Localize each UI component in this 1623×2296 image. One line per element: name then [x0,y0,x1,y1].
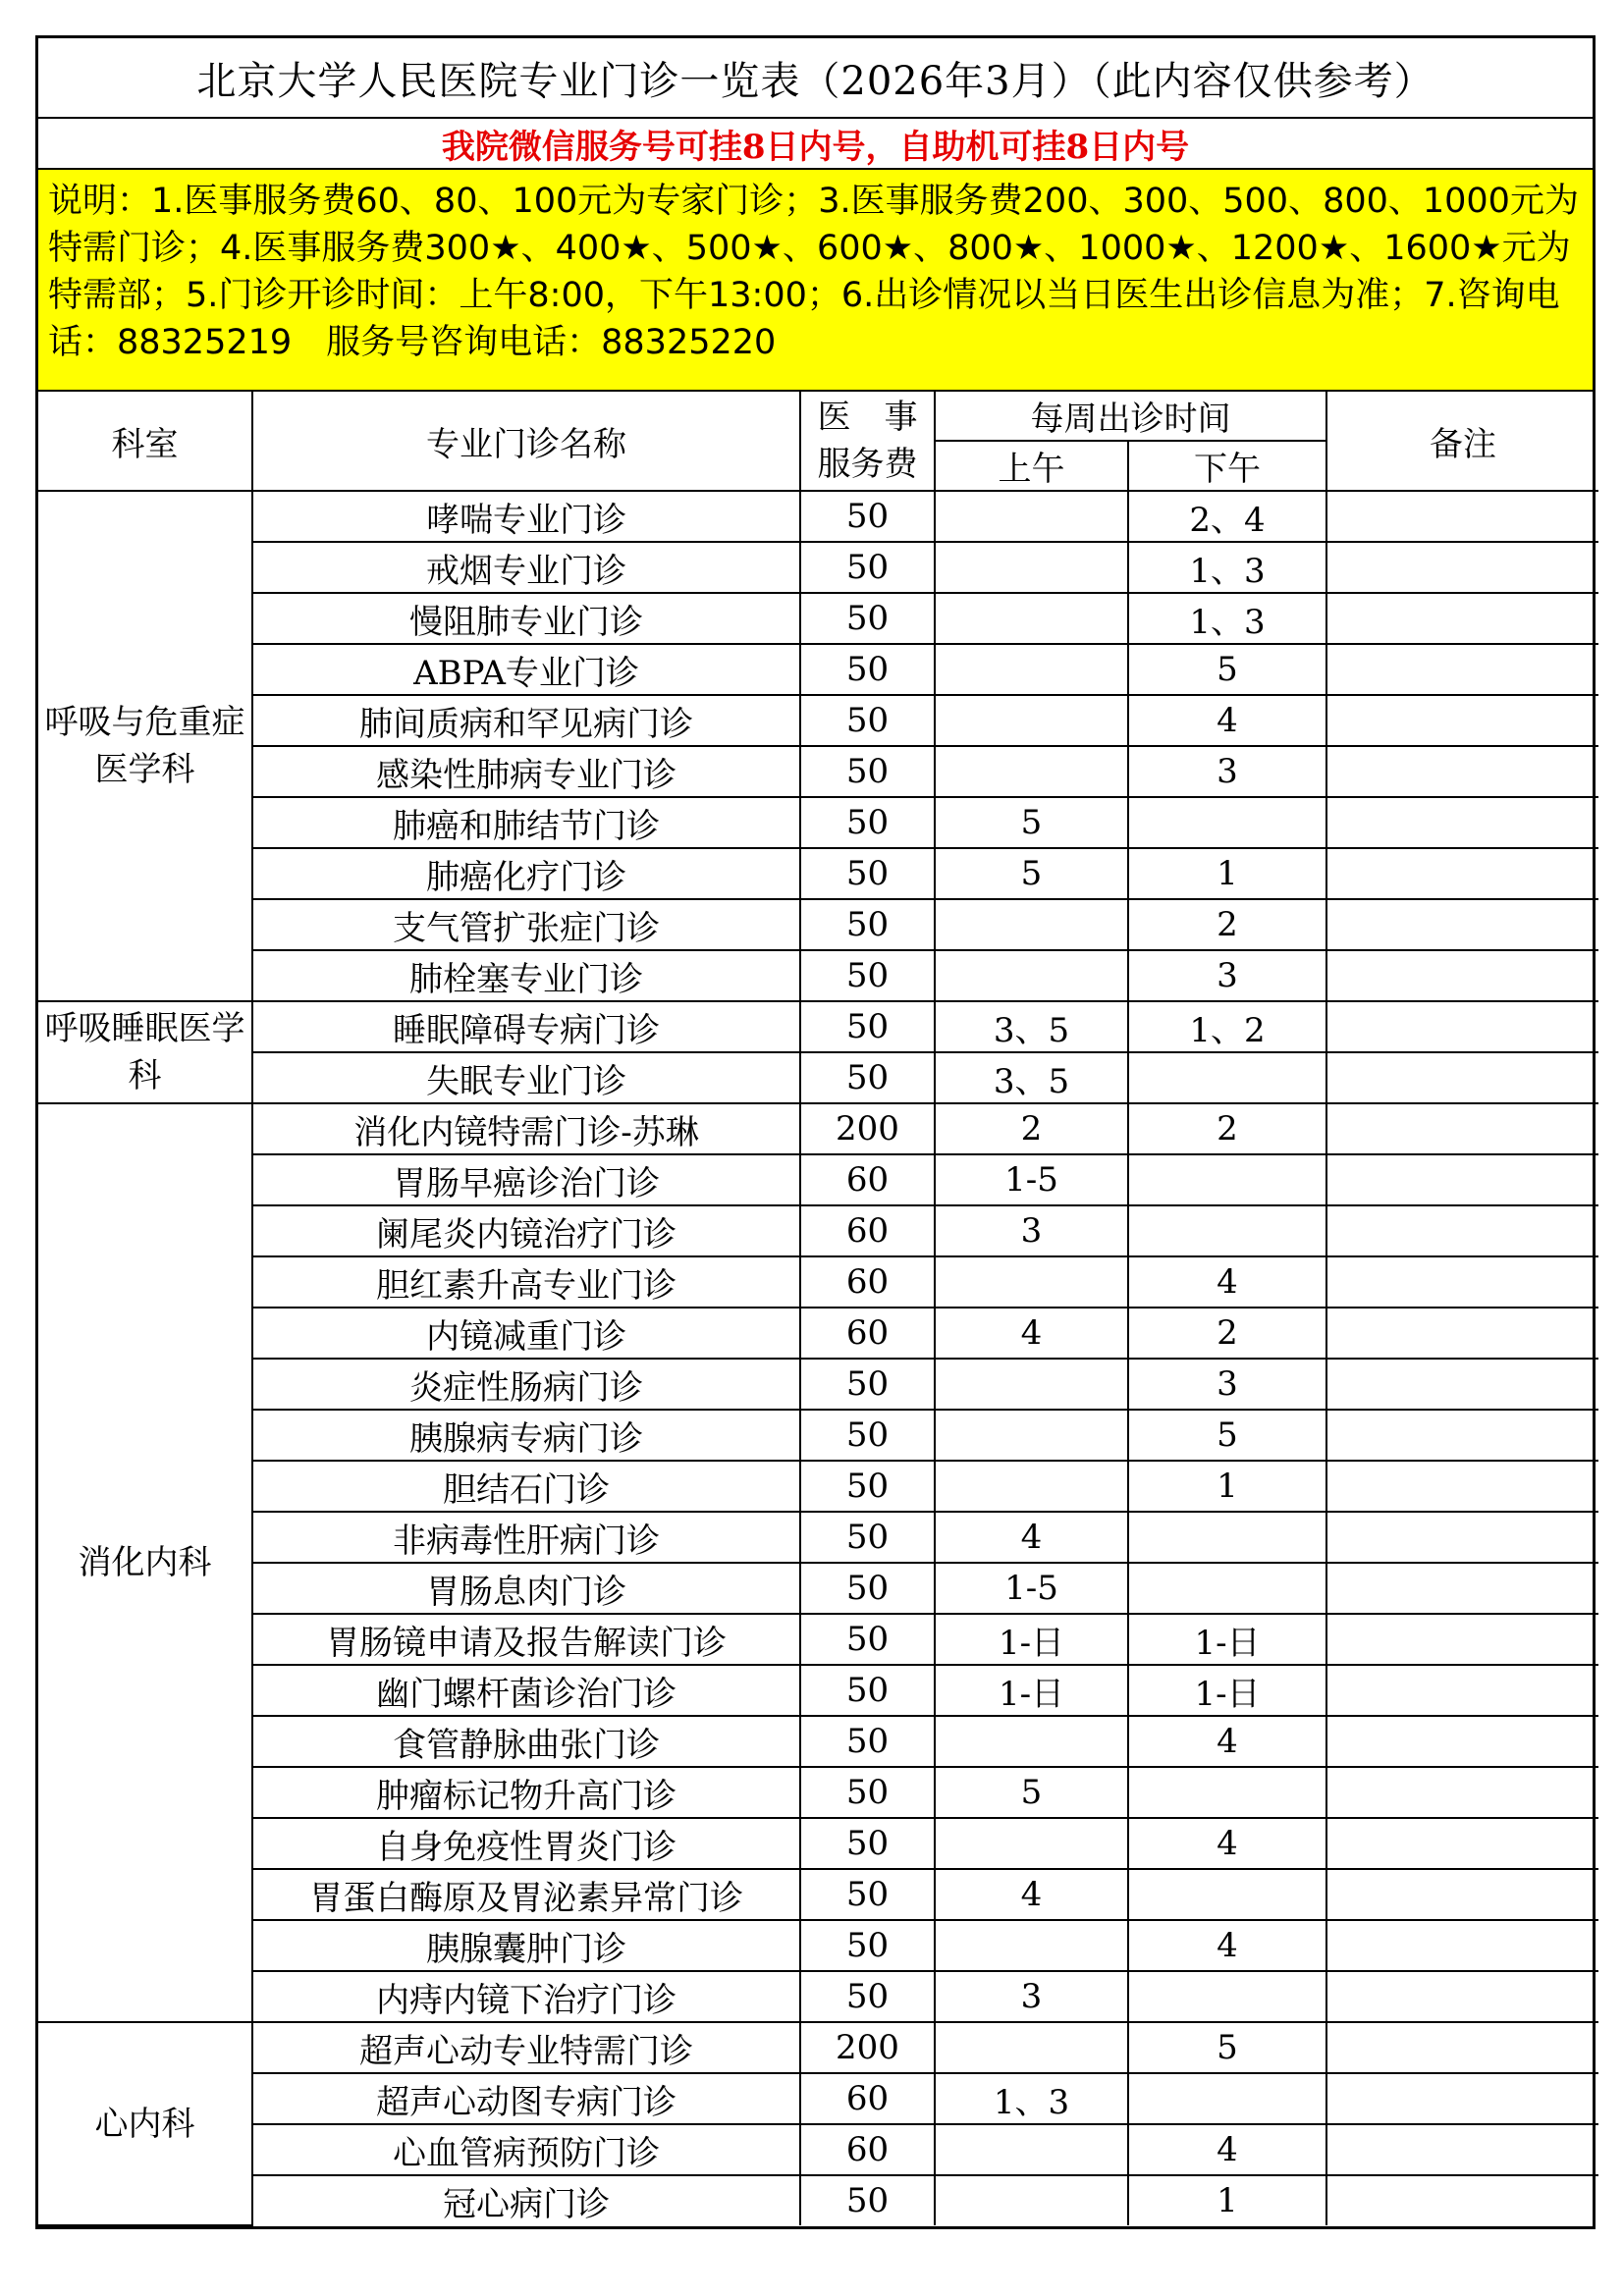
clinic-name-cell: 内镜减重门诊 [252,1308,800,1359]
pm-schedule-cell [1128,1869,1326,1920]
remark-cell [1326,1001,1598,1052]
clinic-name-cell: 消化内镜特需门诊-苏琳 [252,1103,800,1154]
am-schedule-cell: 1-日 [935,1665,1128,1716]
pm-schedule-cell: 1、3 [1128,542,1326,593]
fee-cell: 50 [800,950,935,1001]
clinic-name-cell: 胃蛋白酶原及胃泌素异常门诊 [252,1869,800,1920]
pm-schedule-cell: 4 [1128,2124,1326,2175]
remark-cell [1326,1359,1598,1410]
pm-schedule-cell: 1-日 [1128,1614,1326,1665]
clinic-name-cell: ABPA专业门诊 [252,644,800,695]
clinic-name-cell: 感染性肺病专业门诊 [252,746,800,797]
fee-cell: 50 [800,1410,935,1461]
am-schedule-cell: 1-日 [935,1614,1128,1665]
clinic-name-cell: 胰腺病专病门诊 [252,1410,800,1461]
pm-schedule-cell [1128,1767,1326,1818]
fee-cell: 50 [800,1818,935,1869]
table-row [38,746,1598,797]
table-row [38,1308,1598,1359]
clinic-name-cell: 非病毒性肝病门诊 [252,1512,800,1563]
clinic-name-cell: 肺栓塞专业门诊 [252,950,800,1001]
fee-cell: 50 [800,491,935,542]
fee-cell: 50 [800,1512,935,1563]
pm-schedule-cell: 1 [1128,2175,1326,2225]
pm-schedule-cell [1128,1512,1326,1563]
remark-cell [1326,695,1598,746]
remark-cell [1326,1052,1598,1103]
table-row [38,2022,1598,2073]
remark-cell [1326,1563,1598,1614]
header-remark: 备注 [1326,392,1598,491]
am-schedule-cell [935,2124,1128,2175]
am-schedule-cell [935,950,1128,1001]
am-schedule-cell [935,1256,1128,1308]
pm-schedule-cell: 4 [1128,1716,1326,1767]
fee-cell: 50 [800,2175,935,2225]
fee-cell: 50 [800,1359,935,1410]
department-cell: 呼吸睡眠医学科 [38,1001,252,1103]
page-title: 北京大学人民医院专业门诊一览表（2026年3月）（此内容仅供参考） [38,38,1593,119]
table-row [38,848,1598,899]
clinic-name-cell: 炎症性肠病门诊 [252,1359,800,1410]
am-schedule-cell [935,746,1128,797]
am-schedule-cell: 4 [935,1308,1128,1359]
fee-cell: 50 [800,1869,935,1920]
remark-cell [1326,848,1598,899]
table-row [38,1359,1598,1410]
fee-cell: 50 [800,593,935,644]
remark-cell [1326,1614,1598,1665]
clinic-name-cell: 慢阻肺专业门诊 [252,593,800,644]
am-schedule-cell: 3 [935,1971,1128,2022]
remark-cell [1326,644,1598,695]
am-schedule-cell: 1-5 [935,1563,1128,1614]
remark-cell [1326,1767,1598,1818]
department-cell: 心内科 [38,2022,252,2225]
pm-schedule-cell: 5 [1128,644,1326,695]
pm-schedule-cell [1128,1205,1326,1256]
pm-schedule-cell: 1-日 [1128,1665,1326,1716]
pm-schedule-cell: 4 [1128,695,1326,746]
department-cell: 呼吸与危重症医学科 [38,491,252,1001]
clinic-name-cell: 失眠专业门诊 [252,1052,800,1103]
table-row [38,2175,1598,2225]
remark-cell [1326,1256,1598,1308]
clinic-name-cell: 胆红素升高专业门诊 [252,1256,800,1308]
fee-cell: 50 [800,1614,935,1665]
pm-schedule-cell: 1 [1128,848,1326,899]
clinic-name-cell: 阑尾炎内镜治疗门诊 [252,1205,800,1256]
clinic-name-cell: 冠心病门诊 [252,2175,800,2225]
remark-cell [1326,1461,1598,1512]
remark-cell [1326,1512,1598,1563]
table-row [38,1716,1598,1767]
registration-notice: 我院微信服务号可挂8日内号，自助机可挂8日内号 [38,119,1593,170]
am-schedule-cell: 5 [935,1767,1128,1818]
am-schedule-cell: 1-5 [935,1154,1128,1205]
am-schedule-cell: 3 [935,1205,1128,1256]
am-schedule-cell [935,491,1128,542]
fee-cell: 50 [800,1052,935,1103]
description-note: 说明：1.医事服务费60、80、100元为专家门诊；3.医事服务费200、300、500、800、1000元为特需门诊；4.医事服务费300★、400★、500★、600★、800★、1000★、1200★、1600★元为特需部；5.门诊开诊时间：上午8:00，下午13:00；6.出诊情况以当日医生出诊信息为准；7.咨询电话：88325219 服务号咨询电话：88325220 [38,170,1593,392]
am-schedule-cell [935,1716,1128,1767]
remark-cell [1326,593,1598,644]
fee-cell: 50 [800,1001,935,1052]
table-row [38,1818,1598,1869]
clinic-name-cell: 自身免疫性胃炎门诊 [252,1818,800,1869]
am-schedule-cell: 2 [935,1103,1128,1154]
pm-schedule-cell: 5 [1128,2022,1326,2073]
pm-schedule-cell: 4 [1128,1920,1326,1971]
remark-cell [1326,542,1598,593]
clinic-name-cell: 胆结石门诊 [252,1461,800,1512]
table-row [38,1920,1598,1971]
pm-schedule-cell [1128,1052,1326,1103]
am-schedule-cell [935,593,1128,644]
remark-cell [1326,1869,1598,1920]
clinic-name-cell: 哮喘专业门诊 [252,491,800,542]
table-row [38,1256,1598,1308]
fee-cell: 50 [800,1461,935,1512]
fee-cell: 60 [800,1154,935,1205]
fee-cell: 50 [800,1563,935,1614]
clinic-name-cell: 超声心动图专病门诊 [252,2073,800,2124]
department-cell: 消化内科 [38,1103,252,2022]
table-row [38,1052,1598,1103]
table-row [38,1971,1598,2022]
fee-cell: 60 [800,2124,935,2175]
remark-cell [1326,2124,1598,2175]
table-row [38,1665,1598,1716]
fee-cell: 50 [800,1920,935,1971]
table-row [38,1767,1598,1818]
clinic-schedule-sheet [35,35,1596,2229]
remark-cell [1326,1308,1598,1359]
fee-cell: 50 [800,542,935,593]
am-schedule-cell [935,1410,1128,1461]
pm-schedule-cell: 4 [1128,1818,1326,1869]
fee-cell: 50 [800,1971,935,2022]
pm-schedule-cell [1128,797,1326,848]
table-row [38,491,1598,542]
clinic-name-cell: 支气管扩张症门诊 [252,899,800,950]
table-row [38,593,1598,644]
am-schedule-cell [935,644,1128,695]
fee-cell: 60 [800,2073,935,2124]
clinic-name-cell: 胃肠镜申请及报告解读门诊 [252,1614,800,1665]
fee-cell: 60 [800,1256,935,1308]
pm-schedule-cell: 3 [1128,950,1326,1001]
pm-schedule-cell [1128,1971,1326,2022]
pm-schedule-cell: 2 [1128,899,1326,950]
remark-cell [1326,2175,1598,2225]
pm-schedule-cell [1128,2073,1326,2124]
pm-schedule-cell: 2、4 [1128,491,1326,542]
fee-cell: 50 [800,848,935,899]
clinic-name-cell: 心血管病预防门诊 [252,2124,800,2175]
table-row [38,1869,1598,1920]
remark-cell [1326,2022,1598,2073]
clinic-name-cell: 胰腺囊肿门诊 [252,1920,800,1971]
remark-cell [1326,2073,1598,2124]
am-schedule-cell [935,1461,1128,1512]
header-fee-line1: 医 事 [817,398,918,437]
pm-schedule-cell [1128,1154,1326,1205]
pm-schedule-cell: 3 [1128,1359,1326,1410]
remark-cell [1326,1205,1598,1256]
clinic-name-cell: 肺间质病和罕见病门诊 [252,695,800,746]
table-row [38,899,1598,950]
fee-cell: 50 [800,1716,935,1767]
am-schedule-cell: 5 [935,797,1128,848]
fee-cell: 50 [800,1767,935,1818]
clinic-table [38,392,1598,2226]
table-row [38,1461,1598,1512]
am-schedule-cell [935,1818,1128,1869]
pm-schedule-cell [1128,1563,1326,1614]
am-schedule-cell [935,899,1128,950]
table-row [38,1563,1598,1614]
fee-cell: 50 [800,746,935,797]
table-row [38,695,1598,746]
table-row [38,950,1598,1001]
clinic-name-cell: 肿瘤标记物升高门诊 [252,1767,800,1818]
am-schedule-cell: 3、5 [935,1052,1128,1103]
clinic-name-cell: 胃肠息肉门诊 [252,1563,800,1614]
clinic-name-cell: 戒烟专业门诊 [252,542,800,593]
table-row [38,1410,1598,1461]
pm-schedule-cell: 2 [1128,1308,1326,1359]
remark-cell [1326,491,1598,542]
remark-cell [1326,746,1598,797]
fee-cell: 60 [800,1205,935,1256]
am-schedule-cell: 5 [935,848,1128,899]
clinic-name-cell: 肺癌化疗门诊 [252,848,800,899]
header-clinic: 专业门诊名称 [252,392,800,491]
header-fee [800,392,935,491]
fee-cell: 200 [800,1103,935,1154]
table-row [38,2073,1598,2124]
table-row [38,644,1598,695]
pm-schedule-cell: 4 [1128,1256,1326,1308]
am-schedule-cell [935,695,1128,746]
am-schedule-cell [935,542,1128,593]
header-pm: 下午 [1128,441,1326,491]
remark-cell [1326,1410,1598,1461]
remark-cell [1326,1103,1598,1154]
remark-cell [1326,1154,1598,1205]
clinic-name-cell: 胃肠早癌诊治门诊 [252,1154,800,1205]
header-dept: 科室 [38,392,252,491]
clinic-name-cell: 睡眠障碍专病门诊 [252,1001,800,1052]
am-schedule-cell [935,2175,1128,2225]
table-row [38,1103,1598,1154]
remark-cell [1326,1920,1598,1971]
clinic-name-cell: 食管静脉曲张门诊 [252,1716,800,1767]
table-row [38,2124,1598,2175]
am-schedule-cell [935,1920,1128,1971]
remark-cell [1326,1665,1598,1716]
pm-schedule-cell: 1、2 [1128,1001,1326,1052]
am-schedule-cell: 1、3 [935,2073,1128,2124]
table-row [38,797,1598,848]
fee-cell: 200 [800,2022,935,2073]
table-row [38,1512,1598,1563]
table-row [38,1154,1598,1205]
pm-schedule-cell: 1、3 [1128,593,1326,644]
fee-cell: 60 [800,1308,935,1359]
table-row [38,1001,1598,1052]
pm-schedule-cell: 1 [1128,1461,1326,1512]
table-row [38,542,1598,593]
remark-cell [1326,1716,1598,1767]
remark-cell [1326,1818,1598,1869]
clinic-name-cell: 肺癌和肺结节门诊 [252,797,800,848]
remark-cell [1326,899,1598,950]
clinic-name-cell: 幽门螺杆菌诊治门诊 [252,1665,800,1716]
fee-cell: 50 [800,899,935,950]
pm-schedule-cell: 3 [1128,746,1326,797]
pm-schedule-cell: 2 [1128,1103,1326,1154]
am-schedule-cell [935,1359,1128,1410]
remark-cell [1326,950,1598,1001]
pm-schedule-cell: 5 [1128,1410,1326,1461]
fee-cell: 50 [800,695,935,746]
table-row [38,1205,1598,1256]
header-am: 上午 [935,441,1128,491]
clinic-name-cell: 超声心动专业特需门诊 [252,2022,800,2073]
header-schedule: 每周出诊时间 [935,392,1326,441]
am-schedule-cell [935,2022,1128,2073]
table-row [38,1614,1598,1665]
header-fee-line2: 服务费 [817,445,918,484]
am-schedule-cell: 4 [935,1512,1128,1563]
fee-cell: 50 [800,797,935,848]
am-schedule-cell: 3、5 [935,1001,1128,1052]
fee-cell: 50 [800,1665,935,1716]
fee-cell: 50 [800,644,935,695]
clinic-name-cell: 内痔内镜下治疗门诊 [252,1971,800,2022]
am-schedule-cell: 4 [935,1869,1128,1920]
remark-cell [1326,797,1598,848]
remark-cell [1326,1971,1598,2022]
